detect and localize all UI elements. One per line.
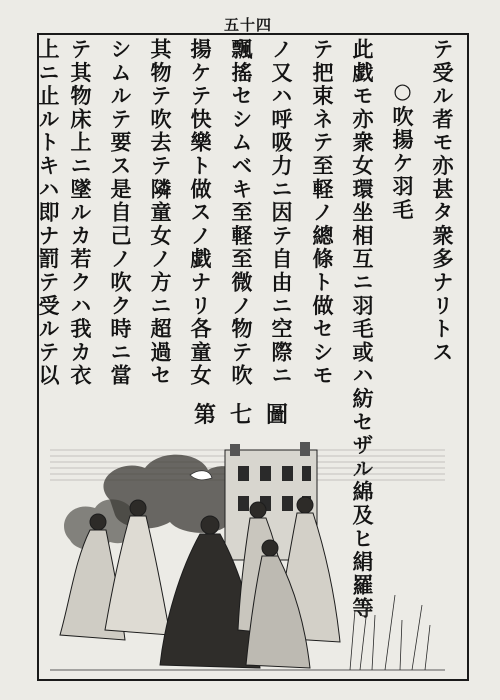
text-column: シムルテ要ス是自己ノ吹ク時ニ當 — [108, 38, 133, 388]
section-heading: ○吹揚ケ羽毛 — [390, 78, 415, 222]
text-column: ノ又ハ呼吸力ニ因テ自由ニ空際ニ — [269, 38, 294, 388]
text-column: テ把束ネテ至軽ノ總條ト做セシモ — [310, 38, 335, 388]
text-column: テ其物床上ニ墜ルカ若クハ我カ衣 — [68, 38, 93, 388]
page-number: 五十四 — [224, 16, 273, 34]
text-column: 揚ケテ快樂ト做スノ戯ナリ各童女 — [188, 38, 213, 388]
figure-caption: 第七圖 — [193, 402, 302, 428]
text-column: 此戯モ亦衆女環坐相互ニ羽毛或ハ紡セザル綿及ヒ絹羅等 — [350, 38, 375, 621]
text-column: 飄搖セシムベキ至軽至微ノ物テ吹 — [229, 38, 254, 388]
text-column: テ受ル者モ亦甚タ衆多ナリトス — [430, 38, 455, 365]
text-column: 上ニ止ルトキハ即ナ罰テ受ルテ以 — [36, 38, 61, 388]
engraving-illustration — [50, 430, 445, 678]
text-column: 其物テ吹去テ隣童女ノ方ニ超過セ — [148, 38, 173, 388]
